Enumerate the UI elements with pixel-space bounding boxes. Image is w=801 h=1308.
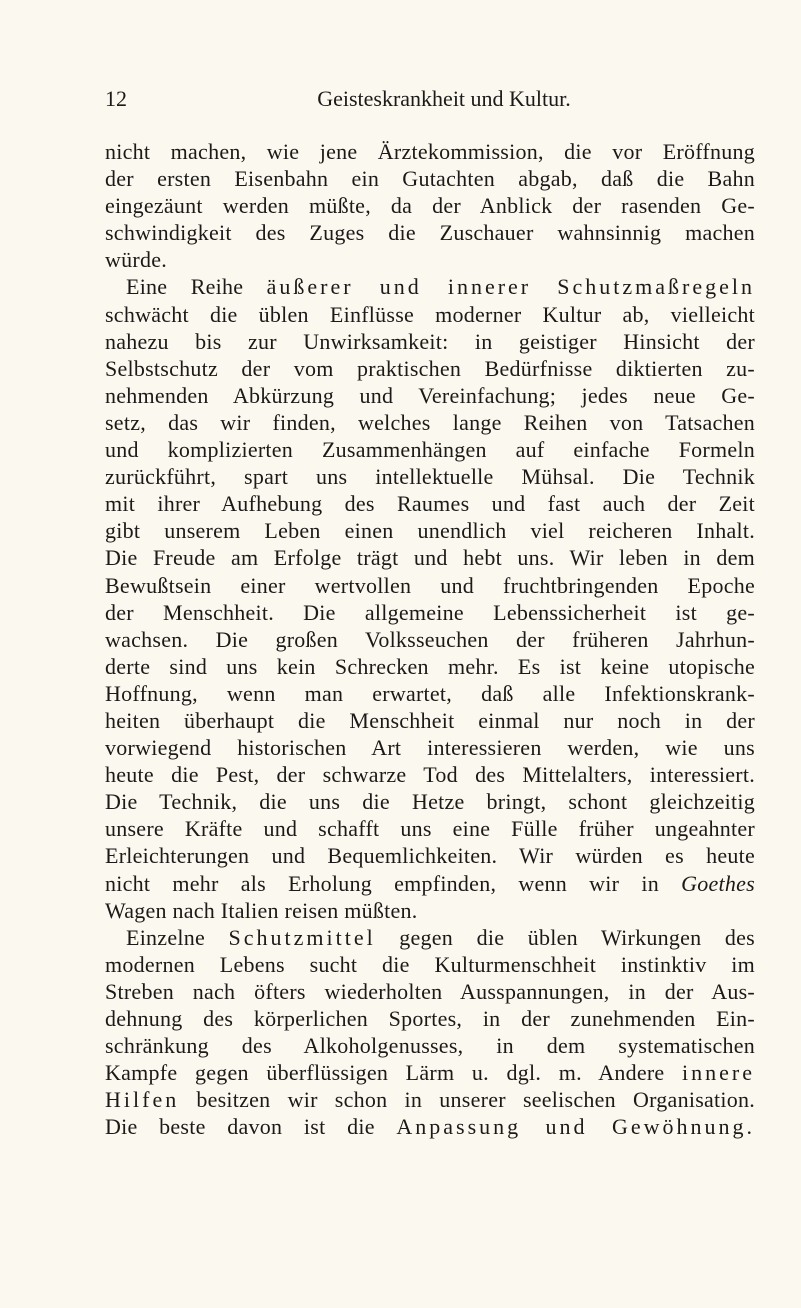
text-line xyxy=(105,572,755,599)
text-line xyxy=(105,707,755,734)
text-line xyxy=(105,761,755,788)
text-line xyxy=(105,409,755,436)
spaced-emphasis: äußerer und innerer Schutzmaßregeln xyxy=(266,274,755,300)
text-segment: wachsen. Die großen Volksseuchen der früheren Jahrhun- xyxy=(105,626,755,652)
text-line xyxy=(105,978,755,1005)
text-segment: zurückführt, spart uns intellektuelle Mühsal. Die Technik xyxy=(105,464,755,490)
text-line xyxy=(105,436,755,463)
text-segment: dehnung des körperlichen Sportes, in der zunehmenden Ein- xyxy=(105,1006,755,1031)
text-segment: unsere Kräfte und schafft uns eine Fülle früher ungeahnter xyxy=(105,816,755,842)
page-number: 12 xyxy=(105,86,127,111)
text-segment: nicht mehr als Erholung empfinden, wenn wir in xyxy=(105,870,682,896)
text-line xyxy=(105,626,755,653)
text-line xyxy=(105,1032,755,1059)
text-segment: setz, das wir finden, welches lange Reihen von Tatsachen xyxy=(105,409,755,435)
text-segment: Wagen nach Italien reisen müßten. xyxy=(105,897,418,923)
text-line xyxy=(105,842,755,869)
text-segment: schwächt die üblen Einflüsse moderner Kultur ab, vielleicht xyxy=(105,301,755,327)
text-line xyxy=(105,1113,755,1140)
text-line xyxy=(105,924,755,951)
text-line xyxy=(105,138,755,165)
text-segment: der Menschheit. Die allgemeine Lebenssicherheit ist ge- xyxy=(105,599,755,625)
text-line xyxy=(105,301,755,328)
text-segment: schränkung des Alkoholgenusses, in dem systematischen xyxy=(105,1033,755,1059)
text-line xyxy=(105,788,755,815)
text-line xyxy=(105,517,755,544)
text-line xyxy=(105,463,755,490)
text-segment: Erleichterungen und Bequemlichkeiten. Wir würden es heute xyxy=(105,843,755,869)
text-segment: eingezäunt werden müßte, da der Anblick der rasenden Ge- xyxy=(105,193,755,219)
text-segment: modernen Lebens sucht die Kulturmenschheit instinktiv im xyxy=(105,951,755,977)
text-segment: derte sind uns kein Schrecken mehr. Es ist keine utopische xyxy=(105,653,755,679)
text-line xyxy=(105,544,755,571)
text-segment: Kampfe gegen überflüssigen Lärm u. dgl. m. Andere xyxy=(105,1060,683,1086)
text-segment: Die beste davon ist die xyxy=(105,1114,397,1140)
text-segment: vorwiegend historischen Art interessieren werden, wie uns xyxy=(105,735,755,761)
italic-emphasis: Goethes xyxy=(681,870,755,896)
text-segment: gibt unserem Leben einen unendlich viel reicheren Inhalt. xyxy=(105,518,755,544)
text-line xyxy=(105,951,755,978)
text-line xyxy=(105,219,755,246)
running-title: Geisteskrankheit und Kultur. xyxy=(317,86,571,111)
text-segment: nahezu bis zur Unwirksamkeit: in geistiger Hinsicht der xyxy=(105,328,755,354)
spaced-emphasis: Anpassung und Gewöhnung. xyxy=(396,1114,755,1140)
text-line xyxy=(105,680,755,707)
text-segment: mit ihrer Aufhebung des Raumes und fast auch der Zeit xyxy=(105,491,755,517)
spaced-emphasis: Schutzmittel xyxy=(228,924,376,950)
text-segment: Streben nach öfters wiederholten Ausspannungen, in der Aus- xyxy=(105,978,755,1004)
text-segment: Die Technik, die uns die Hetze bringt, schont gleichzeitig xyxy=(105,789,755,815)
text-line xyxy=(105,734,755,761)
text-segment: nehmenden Abkürzung und Vereinfachung; jedes neue Ge- xyxy=(105,382,755,408)
text-line xyxy=(105,328,755,355)
text-segment: Bewußtsein einer wertvollen und fruchtbringenden Epoche xyxy=(105,572,755,598)
text-line xyxy=(105,897,755,924)
text-line xyxy=(105,599,755,626)
text-line xyxy=(105,815,755,842)
text-segment: heute die Pest, der schwarze Tod des Mittelalters, interessiert. xyxy=(105,762,755,788)
spaced-emphasis: Hilfen xyxy=(105,1087,180,1113)
text-line xyxy=(105,165,755,192)
text-segment: Einzelne xyxy=(126,924,229,950)
text-segment: schwindigkeit des Zuges die Zuschauer wahnsinnig machen xyxy=(105,220,755,246)
text-segment: der ersten Eisenbahn ein Gutachten abgab, daß die Bahn xyxy=(105,166,755,192)
text-segment: Hoffnung, wenn man erwartet, daß alle Infektionskrank- xyxy=(105,680,755,706)
text-line xyxy=(105,1086,755,1113)
page-header xyxy=(105,86,755,116)
text-line xyxy=(105,273,755,300)
text-line xyxy=(105,653,755,680)
text-segment: nicht machen, wie jene Ärztekommission, die vor Eröffnung xyxy=(105,139,755,164)
text-segment: Die Freude am Erfolge trägt und hebt uns. Wir leben in dem xyxy=(105,545,755,571)
text-segment: und komplizierten Zusammenhängen auf einfache Formeln xyxy=(105,437,755,463)
text-segment: würde. xyxy=(105,247,167,273)
text-segment: gegen die üblen Wirkungen des xyxy=(375,924,755,950)
text-segment: Selbstschutz der vom praktischen Bedürfnisse diktierten zu- xyxy=(105,355,755,381)
text-line xyxy=(105,490,755,517)
text-line xyxy=(105,355,755,382)
text-line xyxy=(105,246,755,273)
text-segment: heiten überhaupt die Menschheit einmal nur noch in der xyxy=(105,707,755,733)
text-segment: Eine Reihe xyxy=(126,274,267,300)
text-line xyxy=(105,1005,755,1032)
text-line xyxy=(105,192,755,219)
body-text xyxy=(105,138,755,1140)
text-line xyxy=(105,382,755,409)
text-segment: besitzen wir schon in unserer seelischen Organisation. xyxy=(179,1087,755,1113)
text-line xyxy=(105,1059,755,1086)
text-line xyxy=(105,870,755,897)
spaced-emphasis: innere xyxy=(682,1060,755,1086)
